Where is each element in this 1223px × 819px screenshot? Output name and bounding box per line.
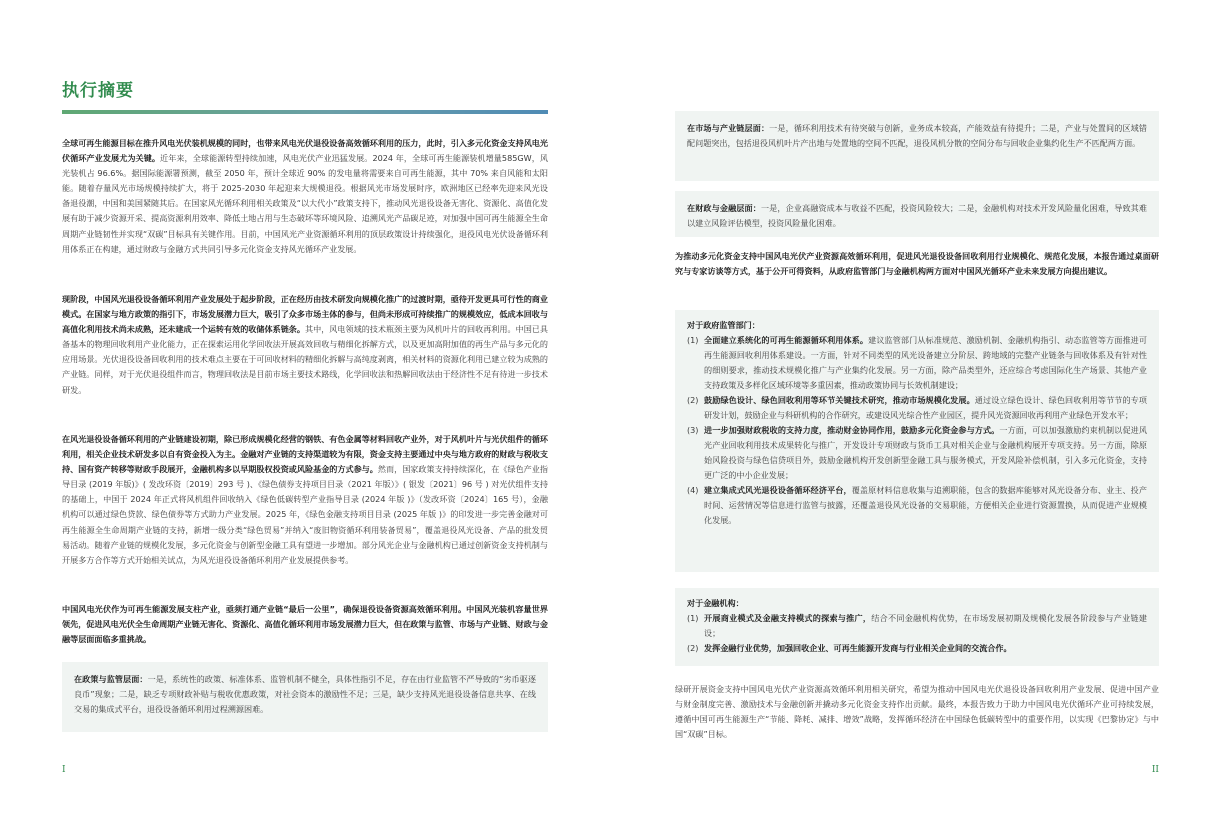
paragraph-1-lead: 全球可再生能源目标在推升风电光伏装机规模的同时，也带来风电光伏退役设备高效循环利用的压力，此时，引入多元化资金支持风电光伏循环产业发展尤为关键。	[62, 138, 548, 164]
closing-paragraph-text: 绿研开展资金支持中国风电光伏产业资源高效循环利用相关研究，希望为推动中国风电光伏退役设备回收利用产业发展、促进中国产业与财金制度完善、激励技术与金融创新并撬动多元化资金支持作出贡献。最终，本报告致力于助力中国风电光伏循环产业可持续发展，遵循中国可再生能源生产“节能、降耗、减排、增效”战略，发挥循环经济在中国绿色低碳转型中的重要作用，以实现《巴黎协定》与中国“双碳”目标。	[675, 684, 1159, 740]
policy-box-heading: 在政策与监管层面：	[74, 674, 148, 684]
gov-item-1-lead: 全面建立系统化的可再生能源循环利用体系。	[704, 335, 869, 345]
paragraph-3	[62, 432, 548, 568]
finance-box-text: 一是，企业高融资成本与收益不匹配，投资风险较大；二是，金融机构对技术开发风险量化困难，导致其难以建立风险评估模型，投资风险量化困难。	[687, 203, 1147, 228]
gov-item-3-text: 一方面，可以加强激励约束机制以促进风光产业回收利用技术成果转化与推广，开发设计专项财政与货币工具对相关企业与金融机构展开专项支持。另一方面，除原始风险投资与绿色信贷项目外，鼓励金融机构开发创新型金融工具与服务模式，开发风险补偿机制，引入多元化资金，支持更广泛的中小企业发展；	[704, 425, 1147, 480]
left-page	[62, 0, 548, 819]
right-page	[675, 0, 1159, 819]
paragraph-3-lead: 在风光退役设备循环利用的产业链建设初期，除已形成规模化经营的钢铁、有色金属等材料回收产业外，对于风机叶片与光伏组件的循环利用，相关企业技术研发多以自有资金投入为主。金融对产业链的支持渠道较为有限，资金支持主要通过中央与地方政府的财政与税收支持、国有资产转移等财政手段展开，金融机构多以早期股权投资或风险基金的方式参与。	[62, 434, 548, 475]
gov-item-3-lead: 进一步加强财政税收的支持力度，推动财金协同作用，鼓励多元化资金参与方式。	[704, 425, 1000, 435]
page-title: 执行摘要	[62, 81, 134, 101]
market-challenges-box	[675, 111, 1159, 181]
page-number-right: II	[1151, 765, 1159, 775]
fin-item-2-number: (2)	[687, 643, 699, 653]
policy-challenges-box	[62, 662, 548, 732]
gov-item-3	[687, 423, 1147, 483]
fin-item-1-lead: 开展商业模式及金融支持模式的探索与推广，	[704, 613, 872, 623]
paragraph-4-lead: 中国风电光伏作为可再生能源发展支柱产业，亟须打通产业链“最后一公里”，确保退役设备资源高效循环利用。中国风光装机容量世界领先，促进风电光伏全生命周期产业链无害化、资源化、高值化循环利用市场发展潜力巨大，但在政策与监管、市场与产业链、财政与金融等层面面临多重挑战。	[62, 604, 548, 645]
financial-institution-recommendations-box	[675, 588, 1159, 666]
fin-item-1-text: 结合不同金融机构优势，在市场发展初期及规模化发展各阶段参与产业链建设；	[704, 613, 1147, 638]
paragraph-4	[62, 602, 548, 647]
fin-item-2-lead: 发挥金融行业优势，加强回收企业、可再生能源开发商与行业相关企业间的交流合作。	[704, 643, 1012, 653]
gov-item-4-text: 覆盖原材料信息收集与追溯职能，包含的数据库能够对风光设备分布、业主、投产时间、运营情况等信息进行监管与披露，还覆盖退役风光设备的交易职能，方便相关企业进行资源置换，从而促进产业规模化发展。	[704, 485, 1147, 525]
gov-item-1	[687, 333, 1147, 393]
gov-item-2-lead: 鼓励绿色设计、绿色回收利用等环节关键技术研究，推动市场规模化发展。	[704, 395, 975, 405]
gov-item-4-number: (4)	[687, 485, 699, 495]
paragraph-1-body: 近年来，全球能源转型持续加速，风电光伏产业迅猛发展。2024 年，全球可再生能源装机增量585GW，风光装机占 96.6%。据国际能源署预测，截至 2050 年，预计全球近 90% 的发电量将需要来自可再生能源，其中 70% 来自风能和太阳能。随着存量风光市场规模持续扩大，将于 2025-2030 年起迎来大规模退役。根据风光市场发展时序，欧洲地区已经率先迎来风光设备退役潮，中国和美国紧随其后。在国家风光循环利用相关政策及“以大代小”政策支持下，推动风光退役设备无害化、资源化、高值化发展有助于减少资源开采、提高资源利用效率、降低土地占用与生态破坏等环境风险、追溯风光产品碳足迹，对加强中国可再生能源全生命周期产业链韧性并实现“双碳”目标具有关键作用。目前，中国风光产业资源循环利用的顶层政策设计持续强化，退役风电光伏设备循环利用体系正在构建，通过财政与金融方式共同引导多元化资金支持风光循环产业发展。	[62, 153, 548, 254]
fin-item-2	[687, 641, 1147, 656]
recommendations-intro	[675, 249, 1159, 279]
market-box-heading: 在市场与产业链层面：	[687, 123, 770, 133]
paragraph-2-body: 其中，风电领域的技术瓶颈主要为风机叶片的回收再利用。中国已具备基本的物理回收利用产业化能力，正在探索运用化学回收法开展高效回收与精细化拆解方式，以及更加高附加值的再生产品与多元化的应用场景。光伏退役设备回收利用的技术难点主要在于可回收材料的精细化拆解与高纯度剥离，相关材料的资源化利用已建立较为成熟的产业链。同样，对于光伏退役组件而言，物理回收法是目前市场主要技术路线，化学回收法和热解回收法由于经济性不足有待进一步技术研发。	[62, 324, 548, 395]
gov-item-1-number: (1)	[687, 335, 699, 345]
title-divider	[62, 110, 548, 114]
fin-item-1	[687, 611, 1147, 641]
closing-paragraph	[675, 682, 1159, 742]
paragraph-2-lead: 现阶段，中国风光退役设备循环利用产业发展处于起步阶段，正在经历由技术研发向规模化推广的过渡时期，亟待开发更具可行性的商业模式。在国家与地方政策的指引下，市场发展潜力巨大，吸引了众多市场主体的参与，但尚未形成可持续推广的规模效应，低成本回收与高值化利用技术尚未成熟，还未建成一个运转有效的收储体系链条。	[62, 294, 548, 335]
gov-item-1-text: 建议监管部门从标准规范、激励机制、金融机构指引、动态监管等方面推进可再生能源回收利用体系建设。一方面，针对不同类型的风光设备建立分阶层、跨地域的完整产业链条与回收体系及有针对性的细则要求，推动技术规模化推广与产业集约化发展。另一方面，除产品类型外，还应综合考虑国际化生产场景、其他产业支持政策及多样化区域环境等多重因素，推动政策协同与长效机制建设；	[704, 335, 1147, 390]
fin-item-1-number: (1)	[687, 613, 699, 623]
gov-item-2	[687, 393, 1147, 423]
government-recommendations-box	[675, 310, 1159, 572]
paragraph-1	[62, 136, 548, 257]
gov-item-3-number: (3)	[687, 425, 699, 435]
government-heading: 对于政府监管部门：	[687, 320, 760, 330]
market-box-text: 一是，循环利用技术有待突破与创新，业务成本较高，产能效益有待提升；二是，产业与处置间的区域错配问题突出，包括退役风机叶片产出地与处置地的空间不匹配，退役风机分散的空间分布与回收企业集约化生产不匹配两方面。	[687, 123, 1147, 148]
finance-box-heading: 在财政与金融层面：	[687, 203, 761, 213]
gov-item-4-lead: 建立集成式风光退役设备循环经济平台，	[704, 485, 852, 495]
paragraph-3-body: 然而，国家政策支持持续深化，在《绿色产业指导目录 (2019 年版)》( 发改环资〔2019〕293 号 )、《绿色债券支持项目目录（2021 年版）》( 银发〔2021〕96 号 ) 对光伏组件支持的基础上，中国于 2024 年正式将风机组件回收纳入《绿色低碳转型产业指导目录 (2024 年版 )》（发改环资〔2024〕165 号），金融机构可以通过绿色贷款、绿色债券等方式助力产业发展。2025 年，《绿色金融支持项目目录 (2025 年版 )》的印发进一步完善金融对可再生能源全生命周期产业链的支持，新增一级分类“绿色贸易”并纳入“废旧物资循环利用装备贸易”，覆盖退役风光设备、产品的批发贸易活动。随着产业链的规模化发展，多元化资金与创新型金融工具有望进一步增加。部分风光企业与金融机构已通过创新资金支持机制与开展多方合作等方式开始相关试点，为风光退役设备循环利用产业发展提供参考。	[62, 464, 548, 565]
recommendations-intro-text: 为推动多元化资金支持中国风电光伏产业资源高效循环利用，促进风光退役设备回收利用行业规模化、规范化发展，本报告通过桌面研究与专家访谈等方式，基于公开可得资料，从政府监管部门与金融机构两方面对中国风光循环产业未来发展方向提出建议。	[675, 251, 1159, 277]
gov-item-2-number: (2)	[687, 395, 699, 405]
paragraph-2	[62, 292, 548, 398]
gov-item-2-text: 通过设立绿色设计、绿色回收利用等节节的专项研发计划，鼓励企业与科研机构的合作研究，或建设风光综合性产业园区，提升风光资源回收再利用产业绿色开发水平；	[704, 395, 1147, 420]
page-number-left: I	[62, 765, 66, 775]
policy-box-text: 一是，系统性的政策、标准体系、监管机制不健全，具体性指引不足，存在由行业监管不严导致的“劣币驱逐良币”现象；二是，缺乏专项财政补贴与税收优惠政策，对社会资本的激励性不足；三是，缺少支持风光退役设备信息共享、在线交易的集成式平台，退役设备循环利用过程溯源困难。	[74, 674, 536, 714]
financial-institution-heading: 对于金融机构：	[687, 598, 744, 608]
finance-challenges-box	[675, 191, 1159, 237]
gov-item-4	[687, 483, 1147, 528]
